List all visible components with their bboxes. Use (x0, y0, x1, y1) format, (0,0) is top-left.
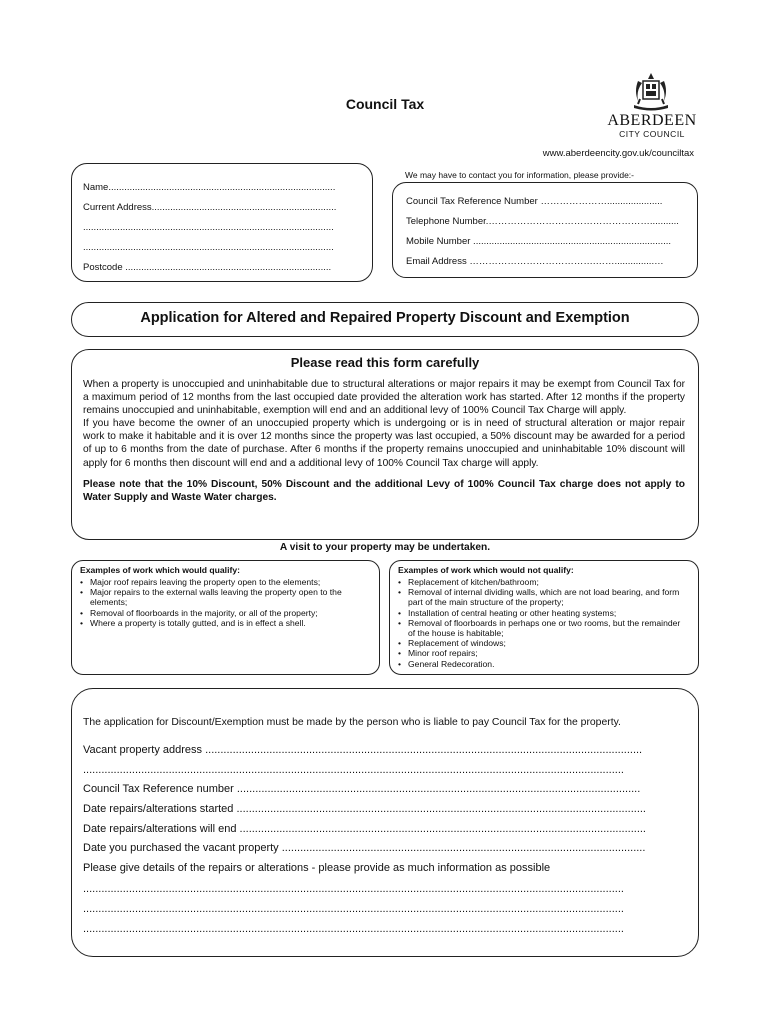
list-item: • Removal of internal dividing walls, which are not load bearing, and form part of the main structure of the property; (398, 587, 688, 607)
vacant-address-field[interactable]: Vacant property address ............................................................................................................................................... (83, 744, 643, 756)
name-field[interactable]: Name...................................................................................... (83, 182, 336, 193)
details-line-3-field[interactable]: ................................................................................................................................................................................. (83, 923, 624, 935)
postcode-field[interactable]: Postcode .............................................................................. (83, 262, 332, 273)
vacant-address-line-2-field[interactable]: ................................................................................................................................................................................. (83, 764, 624, 776)
form-title: Application for Altered and Repaired Property Discount and Exemption (140, 310, 630, 326)
details-line-1-field[interactable]: ................................................................................................................................................................................. (83, 883, 624, 895)
levy-note: Please note that the 10% Discount, 50% Discount and the additional Levy of 100% Council Tax charge does not apply to Water Supply and Waste Water charges. (83, 478, 685, 503)
read-carefully-heading: Please read this form carefully (290, 355, 480, 370)
qualify-heading: Examples of work which would qualify: (80, 565, 240, 575)
date-end-field[interactable]: Date repairs/alterations will end ..................................................................................................................................... (83, 823, 646, 835)
list-item: • Where a property is totally gutted, and is in effect a shell. (80, 618, 370, 628)
website-url: www.aberdeencity.gov.uk/counciltax (542, 148, 694, 159)
list-item: • Installation of central heating or other heating systems; (398, 608, 688, 618)
date-purchased-field[interactable]: Date you purchased the vacant property ....................................................................................................................... (83, 842, 646, 854)
details-line-2-field[interactable]: ................................................................................................................................................................................. (83, 903, 624, 915)
contact-intro: We may have to contact you for information, please provide:- (405, 170, 634, 180)
read-carefully-text (83, 378, 685, 504)
discount-paragraph: If you have become the owner of an unoccupied property which is undergoing or is in need of structural alteration or major repair work to make it habitable and it is over 12 months since the property was last occupied, a 50% discount may be awarded for a period of up to 6 months from the date of purchase. After 6 months if the property remains unoccupied and uninhabitable 10% discount will apply for 6 months then discount will end and a additional levy of 100% Council Tax charge will apply. (83, 418, 685, 469)
mobile-field[interactable]: Mobile Number ........................................................................... (406, 236, 672, 247)
list-item: • Replacement of kitchen/bathroom; (398, 577, 688, 587)
list-item: • Removal of floorboards in the majority, or all of the property; (80, 608, 370, 618)
address-line-3-field[interactable]: ............................................................................................... (83, 242, 334, 253)
logo-wordmark: ABERDEEN (607, 112, 697, 129)
address-line-2-field[interactable]: ............................................................................................... (83, 222, 334, 233)
email-field[interactable]: Email Address ………………………………….……...............… (406, 256, 664, 267)
list-item: • General Redecoration. (398, 659, 688, 669)
qualify-list (72, 577, 370, 628)
list-item: • Major roof repairs leaving the property open to the elements; (80, 577, 370, 587)
visit-notice: A visit to your property may be undertaken. (279, 542, 491, 553)
page-title: Council Tax (345, 96, 425, 112)
details-prompt: Please give details of the repairs or alterations - please provide as much information as possible (83, 862, 551, 874)
exemption-paragraph: When a property is unoccupied and uninhabitable due to structural alterations or major repairs it may be exempt from Council Tax for a maximum period of 12 months from the last occupied date provided the alteration work has started. After 12 months if the property remains unoccupied and uninhabitable, exemption will end and an additional levy of 100% Council Tax Charge will apply. (83, 379, 685, 417)
current-address-field[interactable]: Current Address...................................................................... (83, 202, 337, 213)
list-item: • Replacement of windows; (398, 638, 688, 648)
date-started-field[interactable]: Date repairs/alterations started ...................................................................................................................................... (83, 803, 646, 815)
list-item: • Minor roof repairs; (398, 648, 688, 658)
not-qualify-list (390, 577, 688, 669)
telephone-field[interactable]: Telephone Number.……………………………………………........... (406, 216, 679, 227)
logo-subtitle: CITY COUNCIL (619, 129, 685, 139)
not-qualify-heading: Examples of work which would not qualify: (398, 565, 574, 575)
application-intro: The application for Discount/Exemption must be made by the person who is liable to pay Council Tax for the property. (83, 717, 621, 728)
reference-number-field-2[interactable]: Council Tax Reference number .................................................................................................................................... (83, 783, 641, 795)
council-crest-icon (628, 71, 674, 113)
reference-number-field[interactable]: Council Tax Reference Number …………………..................... (406, 196, 663, 207)
list-item: • Major repairs to the external walls leaving the property open to the elements; (80, 587, 370, 607)
list-item: • Removal of floorboards in perhaps one or two rooms, but the remainder of the house is habitable; (398, 618, 688, 638)
